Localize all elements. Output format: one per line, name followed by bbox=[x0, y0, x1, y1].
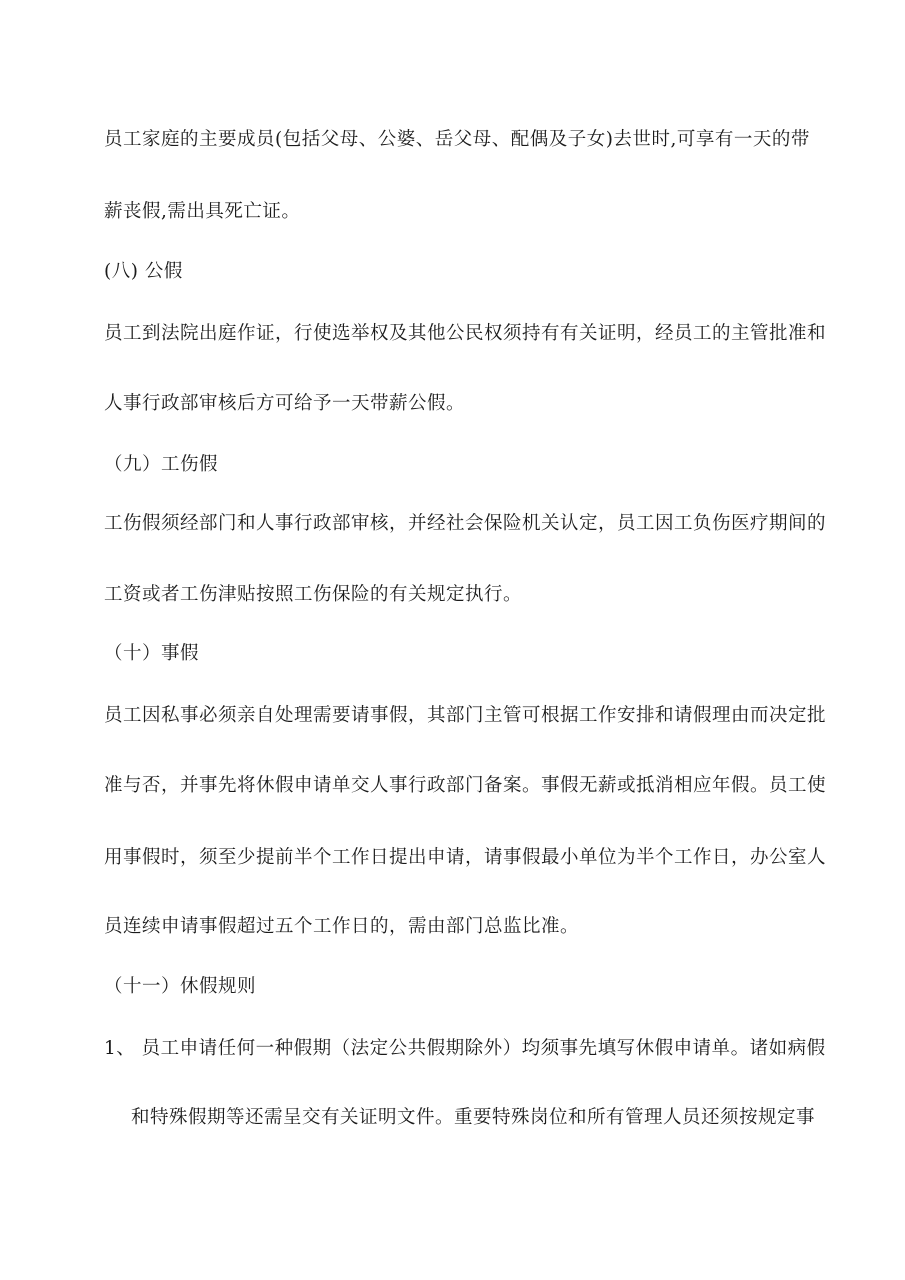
paragraph-line: 员工因私事必须亲自处理需要请事假，其部门主管可根据工作安排和请假理由而决定批 bbox=[104, 705, 827, 726]
section-heading-leave-rules: （十一）休假规则 bbox=[104, 976, 257, 997]
paragraph-line: 用事假时，须至少提前半个工作日提出申请，请事假最小单位为半个工作日，办公室人 bbox=[104, 847, 827, 868]
paragraph-line: 员连续申请事假超过五个工作日的，需由部门总监比准。 bbox=[104, 916, 580, 937]
paragraph-line: 员工到法院出庭作证，行使选举权及其他公民权须持有有关证明，经员工的主管批准和 bbox=[104, 323, 827, 344]
paragraph-line: 员工家庭的主要成员(包括父母、公婆、岳父母、配偶及子女)去世时,可享有一天的带 bbox=[104, 129, 810, 150]
paragraph-line: 工资或者工伤津贴按照工伤保险的有关规定执行。 bbox=[104, 584, 523, 605]
paragraph-line: 准与否，并事先将休假申请单交人事行政部门备案。事假无薪或抵消相应年假。员工使 bbox=[104, 775, 827, 796]
list-item-continuation-line: 和特殊假期等还需呈交有关证明文件。重要特殊岗位和所有管理人员还须按规定事 bbox=[131, 1107, 816, 1128]
paragraph-line: 人事行政部审核后方可给予一天带薪公假。 bbox=[104, 393, 466, 414]
section-heading-public-leave: (八) 公假 bbox=[104, 261, 183, 282]
paragraph-line: 薪丧假,需出具死亡证。 bbox=[104, 201, 301, 222]
paragraph-line: 工伤假须经部门和人事行政部审核，并经社会保险机关认定，员工因工负伤医疗期间的 bbox=[104, 513, 827, 534]
section-heading-work-injury-leave: （九）工伤假 bbox=[104, 454, 219, 475]
list-item-line: 1、 员工申请任何一种假期（法定公共假期除外）均须事先填写休假申请单。诸如病假 bbox=[104, 1038, 826, 1059]
section-heading-personal-leave: （十）事假 bbox=[104, 643, 200, 664]
